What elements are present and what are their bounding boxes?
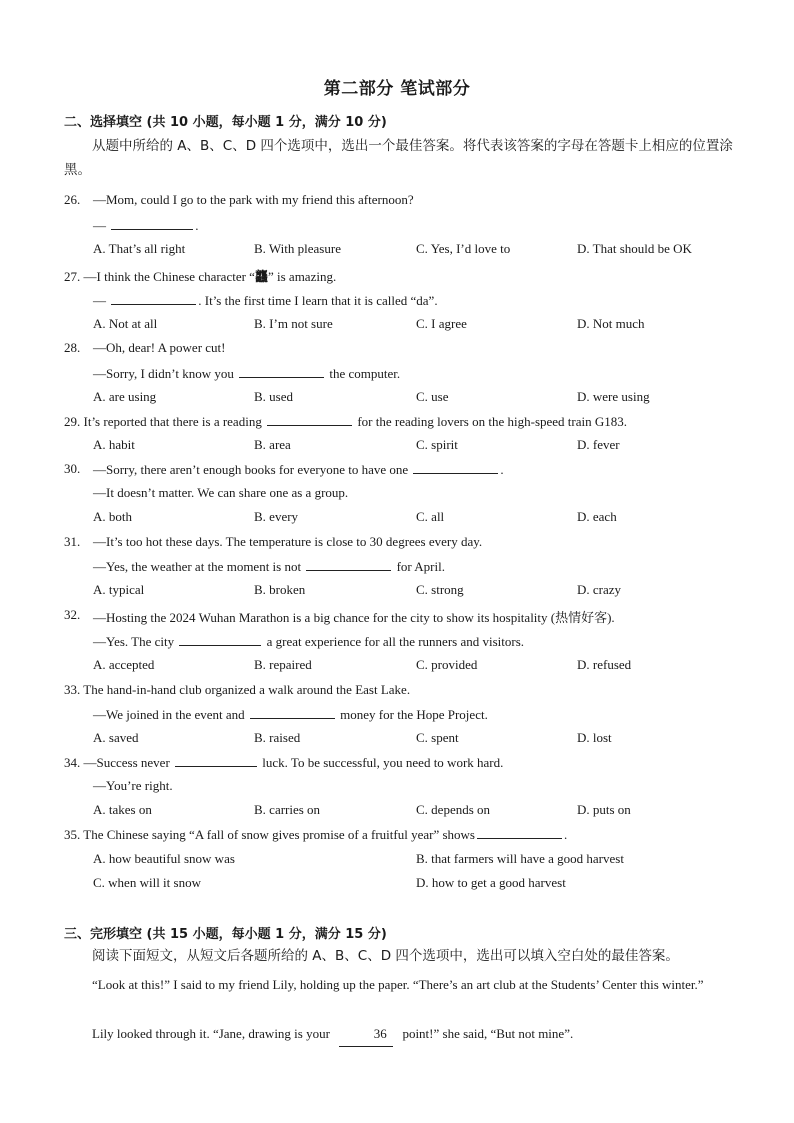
question-number: 31.: [64, 534, 81, 549]
question-line: —It’s too hot these days. The temperature is close to 30 degrees every day.: [93, 534, 483, 549]
question-line: —It doesn’t matter. We can share one as a group.: [93, 485, 349, 500]
question-line: —We joined in the event and money for the Hope Project.: [93, 707, 488, 722]
chinese-character: 龘: [254, 269, 268, 284]
answer-blank: [179, 633, 261, 646]
question-number: 32.: [64, 607, 81, 622]
option-d: D. each: [577, 509, 617, 524]
option-c: C. when will it snow: [93, 875, 201, 890]
page-title: 第二部分 笔试部分: [323, 79, 471, 99]
question-line: —Yes. The city a great experience for all the runners and visitors.: [93, 634, 525, 649]
passage-paragraph: Lily looked through it. “Jane, drawing is your 36 point!” she said, “But not mine”.: [64, 1022, 736, 1047]
question-line: —Sorry, there aren’t enough books for everyone to have one .: [93, 462, 504, 477]
option-b: B. raised: [254, 730, 301, 745]
option-c: C. Yes, I’d love to: [416, 241, 511, 256]
option-d: D. were using: [577, 389, 650, 404]
question-line: —Sorry, I didn’t know you the computer.: [93, 366, 401, 381]
option-b: B. used: [254, 389, 293, 404]
option-b: B. carries on: [254, 802, 321, 817]
question-line: — . It’s the first time I learn that it is called “da”.: [93, 293, 438, 308]
answer-blank: [111, 292, 196, 305]
option-c: C. I agree: [416, 316, 467, 331]
section-3-instruction: 阅读下面短文，从短文后各题所给的 A、B、C、D 四个选项中，选出可以填入空白处的最佳答案。: [92, 948, 679, 964]
option-d: D. Not much: [577, 316, 645, 331]
option-d: D. refused: [577, 657, 632, 672]
option-b: B. I’m not sure: [254, 316, 333, 331]
option-b: B. With pleasure: [254, 241, 341, 256]
option-c: C. all: [416, 509, 445, 524]
question-line: —Oh, dear! A power cut!: [93, 340, 226, 355]
option-c: C. use: [416, 389, 449, 404]
option-a: A. are using: [93, 389, 157, 404]
option-b: B. repaired: [254, 657, 312, 672]
option-b: B. broken: [254, 582, 306, 597]
option-c: C. depends on: [416, 802, 491, 817]
section-2-instruction: 从题中所给的 A、B、C、D 四个选项中，选出一个最佳答案。将代表该答案的字母在答题卡上相应的位置涂黑。: [64, 138, 733, 178]
option-b: B. area: [254, 437, 291, 452]
question-line: 34. —Success never luck. To be successful, you need to work hard.: [64, 755, 504, 770]
option-a: A. That’s all right: [93, 241, 186, 256]
option-c: C. strong: [416, 582, 464, 597]
option-a: A. how beautiful snow was: [93, 851, 235, 866]
option-a: A. accepted: [93, 657, 155, 672]
answer-blank: [413, 461, 498, 474]
question-line: —You’re right.: [93, 778, 173, 793]
question-number: 26.: [64, 192, 81, 207]
question-line: — .: [93, 218, 199, 233]
answer-blank: [239, 365, 324, 378]
section-3-heading: 三、完形填空 (共 15 小题，每小题 1 分，满分 15 分): [64, 927, 387, 942]
option-c: C. spent: [416, 730, 459, 745]
option-a: A. typical: [93, 582, 145, 597]
option-d: D. crazy: [577, 582, 622, 597]
question-line: 29. It’s reported that there is a reading for the reading lovers on the high-speed train G183.: [64, 414, 628, 429]
question-line: —Mom, could I go to the park with my friend this afternoon?: [93, 192, 414, 207]
option-d: D. puts on: [577, 802, 631, 817]
question-number: 28.: [64, 340, 81, 355]
answer-blank: [250, 706, 335, 719]
question-line: 35. The Chinese saying “A fall of snow gives promise of a fruitful year” shows .: [64, 827, 568, 842]
option-d: D. how to get a good harvest: [416, 875, 566, 890]
option-c: C. spirit: [416, 437, 458, 452]
option-a: A. both: [93, 509, 132, 524]
question-line: 27. —I think the Chinese character “龘” is amazing.: [64, 269, 337, 284]
option-a: A. saved: [93, 730, 139, 745]
option-b: B. every: [254, 509, 299, 524]
question-number: 30.: [64, 461, 81, 476]
answer-blank: [306, 558, 391, 571]
section-2-heading: 二、选择填空 (共 10 小题，每小题 1 分，满分 10 分): [64, 115, 387, 130]
option-c: C. provided: [416, 657, 478, 672]
option-d: D. That should be OK: [577, 241, 692, 256]
answer-blank: [175, 754, 257, 767]
answer-blank: [267, 413, 352, 426]
option-a: A. habit: [93, 437, 135, 452]
option-a: A. takes on: [93, 802, 152, 817]
option-b: B. that farmers will have a good harvest: [416, 851, 624, 866]
option-d: D. lost: [577, 730, 612, 745]
option-a: A. Not at all: [93, 316, 158, 331]
answer-blank: [477, 826, 562, 839]
option-d: D. fever: [577, 437, 620, 452]
passage-paragraph: “Look at this!” I said to my friend Lily, holding up the paper. “There’s an art club at the Students’ Center this winter.”: [92, 977, 704, 992]
question-line: —Yes, the weather at the moment is not for April.: [93, 559, 445, 574]
cloze-blank-36: 36: [339, 1022, 393, 1047]
answer-blank: [111, 217, 193, 230]
question-line: —Hosting the 2024 Wuhan Marathon is a big chance for the city to show its hospitality (热情好客).: [93, 610, 615, 625]
question-line: 33. The hand-in-hand club organized a walk around the East Lake.: [64, 682, 411, 697]
